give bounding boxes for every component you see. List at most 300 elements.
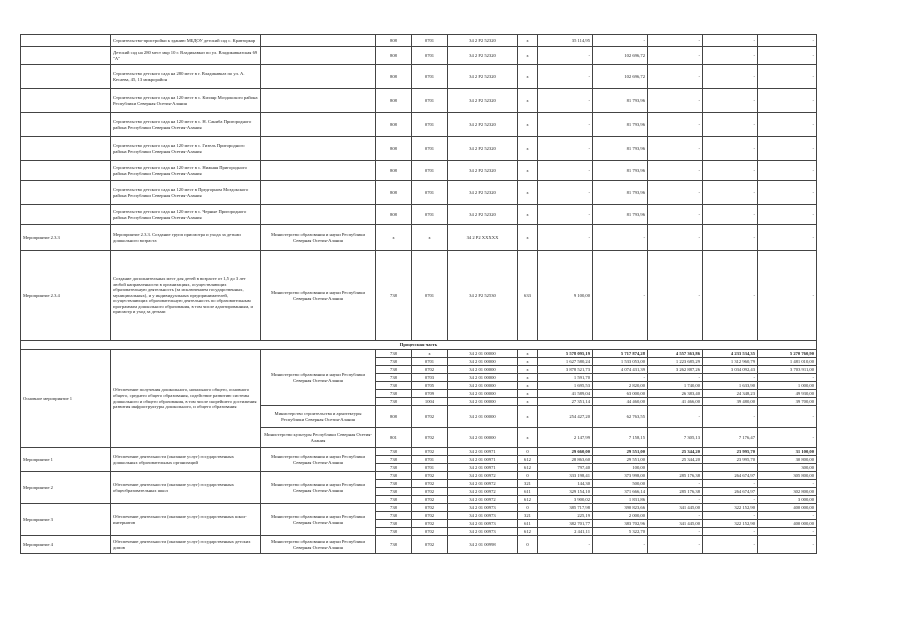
value-2023-cell: - [758,536,817,554]
value-2023-cell: - [758,225,817,251]
value-2019-cell: 9 100,00 [538,251,593,341]
value-2021-cell: 25 344,20 [648,456,703,464]
grbs-cell: 808 [376,89,412,113]
rzpr-cell: 0701 [412,65,448,89]
csr-cell: 34 2 P2 52320 [448,35,518,47]
value-2022-cell: - [703,374,758,382]
rzpr-cell: 0702 [412,472,448,480]
value-2020-cell: - [593,225,648,251]
value-2022-cell: 4 233 534,35 [703,350,758,358]
value-2020-cell: 2 820,00 [593,382,648,390]
value-2019-cell: 385 717,98 [538,504,593,512]
value-2023-cell: 1 481 010,00 [758,358,817,366]
activity-cell: Основное мероприятие 1 [21,350,111,448]
value-2022-cell: 322 152,90 [703,504,758,512]
table-row [21,113,817,137]
value-2023-cell: - [758,137,817,161]
vr-cell: x [518,225,538,251]
vr-cell: x [518,137,538,161]
value-2023-cell: - [758,374,817,382]
grbs-cell: 808 [376,47,412,65]
rzpr-cell: 0701 [412,251,448,341]
table-row [21,205,817,225]
value-2023-cell: 305 800,00 [758,472,817,480]
table-row [21,47,817,65]
value-2020-cell: - [593,35,648,47]
responsible-cell [261,65,376,89]
value-2023-cell: 400 000,00 [758,520,817,528]
grbs-cell: 738 [376,464,412,472]
vr-cell: x [518,358,538,366]
value-2022-cell: - [703,480,758,488]
grbs-cell: 738 [376,536,412,554]
value-2022-cell: 23 995,70 [703,448,758,456]
activity-cell: Мероприятие 2 [21,472,111,504]
activity-name-cell: Строительство детского сада на 280 мест в г. Владикавказ по ул. А. Кесаева, 45, 13 микрорайон [111,65,261,89]
rzpr-cell: 0701 [412,47,448,65]
rzpr-cell: 0702 [412,528,448,536]
value-2021-cell [648,464,703,472]
rzpr-cell: x [412,225,448,251]
activity-cell [21,161,111,181]
csr-cell: 34 2 01 00000 [448,428,518,448]
table-row [21,504,817,512]
rzpr-cell: 0702 [412,488,448,496]
value-2020-cell: 4 074 431,39 [593,366,648,374]
value-2022-cell: - [703,161,758,181]
grbs-cell: 738 [376,366,412,374]
value-2022-cell: 23 995,70 [703,456,758,464]
value-2019-cell: 797,40 [538,464,593,472]
value-2021-cell: - [648,47,703,65]
value-2022-cell: - [703,536,758,554]
vr-cell: x [518,374,538,382]
responsible-cell [261,161,376,181]
value-2020-cell: 1 533 053,00 [593,358,648,366]
value-2020-cell: 102 696,72 [593,65,648,89]
csr-cell: 34 2 01 00000 [448,382,518,390]
activity-cell [21,65,111,89]
value-2020-cell: - [593,374,648,382]
grbs-cell: 738 [376,390,412,398]
csr-cell: 34 2 P2 52320 [448,47,518,65]
vr-cell: x [518,89,538,113]
grbs-cell: 738 [376,382,412,390]
grbs-cell: 738 [376,350,412,358]
value-2019-cell: 1 695,53 [538,382,593,390]
grbs-cell: 808 [376,161,412,181]
value-2021-cell: - [648,251,703,341]
value-2019-cell: 254 427,20 [538,406,593,428]
value-2022-cell: 1 633,90 [703,382,758,390]
grbs-cell: 738 [376,398,412,406]
value-2022-cell: - [703,137,758,161]
activity-name-cell: Обеспечение деятельности (оказание услуг) государственных общеобразовательных школ [111,472,261,504]
value-2023-cell: - [758,113,817,137]
value-2022-cell: - [703,181,758,205]
value-2022-cell: 39 480,00 [703,398,758,406]
value-2021-cell: - [648,205,703,225]
value-2020-cell: 500,00 [593,480,648,488]
table-row [21,251,817,341]
value-2021-cell: - [648,374,703,382]
vr-cell: 612 [518,528,538,536]
value-2022-cell: 264 674,97 [703,488,758,496]
activity-cell [21,47,111,65]
grbs-cell: 808 [376,113,412,137]
csr-cell: 34 2 P2 XXXXX [448,225,518,251]
value-2023-cell: - [758,528,817,536]
value-2023-cell: 3 000,00 [758,496,817,504]
vr-cell: 321 [518,512,538,520]
responsible-cell [261,89,376,113]
responsible-cell [261,205,376,225]
value-2022-cell [703,464,758,472]
grbs-cell: 738 [376,528,412,536]
grbs-cell: 808 [376,65,412,89]
activity-name-cell: Обеспечение деятельности (оказание услуг) государственных дошкольных образовательных организаций [111,448,261,472]
value-2019-cell: - [538,161,593,181]
activity-name-cell: Строительство-пристройки к зданию МБДОУ детский сад с. Кравторкар [111,35,261,47]
activity-name-cell: Обеспечение деятельности (оказание услуг) государственных детских домов [111,536,261,554]
responsible-cell [261,35,376,47]
value-2020-cell: 81 793,96 [593,205,648,225]
rzpr-cell: 0702 [412,428,448,448]
value-2023-cell: - [758,181,817,205]
responsible-cell [261,181,376,205]
value-2022-cell: - [703,47,758,65]
csr-cell: 34 2 01 00973 [448,512,518,520]
activity-name-cell: Строительство детского сада на 120 мест в с. Гизель Пригородного района Республики Северная Осетия-Алания [111,137,261,161]
value-2021-cell: - [648,137,703,161]
vr-cell: x [518,428,538,448]
grbs-cell: 738 [376,472,412,480]
activity-cell: Мероприятие 4 [21,536,111,554]
value-2019-cell: 5 578 095,19 [538,350,593,358]
value-2020-cell: 5 322,70 [593,528,648,536]
value-2020-cell: 100,00 [593,464,648,472]
value-2020-cell: 29 551,00 [593,456,648,464]
rzpr-cell: 0709 [412,390,448,398]
rzpr-cell: 0702 [412,512,448,520]
vr-cell: x [518,113,538,137]
table-row [21,65,817,89]
vr-cell: 612 [518,496,538,504]
value-2019-cell: 35 114,95 [538,35,593,47]
vr-cell: x [518,390,538,398]
activity-cell: Мероприятие 2.3.3 [21,225,111,251]
csr-cell: 34 2 01 00971 [448,448,518,456]
table-row [21,161,817,181]
rzpr-cell: 0702 [412,406,448,428]
value-2019-cell: 1 591,70 [538,374,593,382]
activity-cell [21,35,111,47]
csr-cell: 34 2 01 00972 [448,496,518,504]
csr-cell: 34 2 01 00973 [448,504,518,512]
rzpr-cell: 0701 [412,205,448,225]
responsible-cell: Министерство образования и науки Республики Северная Осетия-Алания [261,350,376,406]
value-2022-cell: 3 034 092,43 [703,366,758,374]
value-2021-cell: 341 445,00 [648,520,703,528]
csr-cell: 34 2 01 00972 [448,480,518,488]
value-2019-cell: - [538,89,593,113]
value-2019-cell: 27 351,14 [538,398,593,406]
activity-name-cell: Мероприятие 2.3.3. Создание групп присмотра и ухода за детьми дошкольного возраста [111,225,261,251]
value-2019-cell: 1 627 580,24 [538,358,593,366]
grbs-cell: 738 [376,456,412,464]
rzpr-cell: 0701 [412,358,448,366]
vr-cell: x [518,382,538,390]
value-2023-cell: 3 703 911,00 [758,366,817,374]
grbs-cell: 738 [376,512,412,520]
value-2021-cell: - [648,113,703,137]
value-2022-cell: - [703,512,758,520]
value-2020-cell: 5 717 874,28 [593,350,648,358]
value-2019-cell: 382 701,77 [538,520,593,528]
value-2019-cell: 2 441,11 [538,528,593,536]
grbs-cell: 808 [376,205,412,225]
vr-cell: 0 [518,472,538,480]
value-2020-cell: 81 793,96 [593,113,648,137]
grbs-cell: 738 [376,374,412,382]
vr-cell: x [518,65,538,89]
value-2023-cell: - [758,47,817,65]
rzpr-cell: 0705 [412,382,448,390]
value-2019-cell: - [538,181,593,205]
csr-cell: 34 2 P2 52320 [448,205,518,225]
value-2020-cell: 7 158,15 [593,428,648,448]
csr-cell: 34 2 01 00000 [448,350,518,358]
value-2021-cell: - [648,35,703,47]
table-row [21,225,817,251]
value-2022-cell: 1 312 960,79 [703,358,758,366]
csr-cell: 34 2 01 00973 [448,528,518,536]
value-2020-cell: - [593,536,648,554]
grbs-cell: 808 [376,137,412,161]
value-2021-cell: - [648,512,703,520]
csr-cell: 34 2 P2 52320 [448,181,518,205]
value-2021-cell: 341 445,00 [648,504,703,512]
rzpr-cell: 0703 [412,374,448,382]
value-2021-cell: 7 305,13 [648,428,703,448]
value-2023-cell: - [758,35,817,47]
grbs-cell: 738 [376,358,412,366]
csr-cell: 34 2 01 00000 [448,366,518,374]
value-2021-cell: - [648,89,703,113]
value-2021-cell: 1 740,00 [648,382,703,390]
value-2019-cell: - [538,536,593,554]
value-2019-cell: 28 863,60 [538,456,593,464]
value-2019-cell: 29 660,00 [538,448,593,456]
csr-cell: 34 2 P2 52530 [448,251,518,341]
grbs-cell: 808 [376,406,412,428]
rzpr-cell: 0702 [412,504,448,512]
value-2023-cell: - [758,251,817,341]
activity-cell [21,89,111,113]
vr-cell: 0 [518,504,538,512]
activity-name-cell: Детский сад на 280 мест мкр 10 г. Владикавказ по ул. Владикавказская 69 "А" [111,47,261,65]
vr-cell: x [518,35,538,47]
rzpr-cell: 0701 [412,113,448,137]
activity-cell [21,113,111,137]
vr-cell: 321 [518,480,538,488]
value-2019-cell: - [538,205,593,225]
value-2020-cell: 371 666,14 [593,488,648,496]
value-2020-cell: 2 000,00 [593,512,648,520]
value-2020-cell: 81 793,96 [593,181,648,205]
vr-cell: x [518,350,538,358]
activity-cell: Мероприятие 2.3.4 [21,251,111,341]
rzpr-cell: 0702 [412,366,448,374]
rzpr-cell: 0701 [412,137,448,161]
rzpr-cell: 1004 [412,398,448,406]
table-row [21,137,817,161]
responsible-cell: Министерство образования и науки Республики Северная Осетия-Алания [261,472,376,504]
value-2022-cell: - [703,65,758,89]
value-2020-cell: 1 831,86 [593,496,648,504]
activity-name-cell: Обеспечение получения дошкольного, начального общего, основного общего, среднего общего образования, содействие развитию системы дошкольного и общего образования, в том числе скорейшего достижения развития инфраструктуры дошкольного, и общего образования [111,350,261,448]
value-2023-cell: 302 800,00 [758,488,817,496]
value-2021-cell: - [648,496,703,504]
vr-cell: 0 [518,448,538,456]
value-2022-cell: 7 176,47 [703,428,758,448]
value-2021-cell: - [648,65,703,89]
csr-cell: 34 2 P2 52320 [448,161,518,181]
value-2023-cell: - [758,65,817,89]
value-2023-cell: - [758,406,817,428]
value-2020-cell: 62 763,55 [593,406,648,428]
activity-name-cell: Строительство детского сада на 120 мест в с. Кизляр Моздокского района Республики Северная Осетия-Алания [111,89,261,113]
value-2022-cell: 322 152,90 [703,520,758,528]
value-2021-cell: 3 262 887,26 [648,366,703,374]
vr-cell: 633 [518,251,538,341]
csr-cell: 34 2 P2 52320 [448,65,518,89]
value-2019-cell: 333 198,41 [538,472,593,480]
budget-table [20,34,817,554]
activity-name-cell: Строительство детского сада на 120 мест в с. Нижняя Пригородного района Республики Северная Осетия-Алания [111,161,261,181]
table-row [21,472,817,480]
value-2023-cell: - [758,512,817,520]
csr-cell: 34 2 01 00971 [448,464,518,472]
responsible-cell: Министерство строительства и архитектуры Республики Северная Осетия-Алания [261,406,376,428]
csr-cell: 34 2 01 00973 [448,520,518,528]
rzpr-cell: 0702 [412,520,448,528]
value-2023-cell: - [758,428,817,448]
rzpr-cell: 0702 [412,448,448,456]
grbs-cell: 801 [376,428,412,448]
grbs-cell: 738 [376,480,412,488]
value-2023-cell: 1 000,00 [758,382,817,390]
value-2023-cell: 400 000,00 [758,504,817,512]
vr-cell: 611 [518,488,538,496]
csr-cell: 34 2 P2 52320 [448,89,518,113]
rzpr-cell: 0701 [412,456,448,464]
activity-cell [21,181,111,205]
table-row [21,35,817,47]
value-2020-cell: 373 998,00 [593,472,648,480]
value-2021-cell: 285 176,38 [648,488,703,496]
grbs-cell: 738 [376,448,412,456]
activity-cell [21,137,111,161]
rzpr-cell: 0701 [412,89,448,113]
value-2022-cell: - [703,406,758,428]
vr-cell: x [518,47,538,65]
value-2019-cell: - [538,225,593,251]
value-2023-cell: 300,00 [758,464,817,472]
csr-cell: 34 2 01 00972 [448,472,518,480]
value-2020-cell: 44 460,00 [593,398,648,406]
vr-cell: x [518,398,538,406]
grbs-cell: 738 [376,520,412,528]
value-2022-cell: 24 348,23 [703,390,758,398]
table-row [21,350,817,358]
vr-cell: 612 [518,456,538,464]
vr-cell: x [518,161,538,181]
rzpr-cell: 0702 [412,480,448,488]
responsible-cell [261,137,376,161]
csr-cell: 34 2 01 00972 [448,488,518,496]
vr-cell: x [518,366,538,374]
value-2019-cell: - [538,113,593,137]
csr-cell: 34 2 P2 52320 [448,137,518,161]
value-2020-cell: - [593,251,648,341]
csr-cell: 34 2 01 00000 [448,390,518,398]
table-row [21,341,817,350]
value-2022-cell: - [703,496,758,504]
value-2020-cell: 81 793,96 [593,89,648,113]
rzpr-cell: x [412,350,448,358]
value-2021-cell: 26 383,40 [648,390,703,398]
responsible-cell: Министерство культуры Республики Северная Осетия-Алания [261,428,376,448]
value-2020-cell: 81 793,96 [593,137,648,161]
value-2022-cell: - [703,35,758,47]
value-2021-cell: 285 176,38 [648,472,703,480]
activity-cell: Мероприятие 3 [21,504,111,536]
value-2021-cell: - [648,406,703,428]
grbs-cell: 738 [376,496,412,504]
grbs-cell: x [376,225,412,251]
value-2021-cell: 1 223 685,29 [648,358,703,366]
value-2021-cell: - [648,536,703,554]
csr-cell: 34 2 01 00000 [448,374,518,382]
value-2023-cell: - [758,89,817,113]
rzpr-cell: 0701 [412,35,448,47]
value-2020-cell: 102 696,72 [593,47,648,65]
csr-cell: 34 2 01 00000 [448,406,518,428]
value-2023-cell: 39 700,00 [758,398,817,406]
value-2019-cell: 225,19 [538,512,593,520]
grbs-cell: 738 [376,251,412,341]
csr-cell: 34 2 01 00000 [448,398,518,406]
vr-cell: 612 [518,464,538,472]
activity-name-cell: Создание дополнительных мест для детей в возрасте от 1,5 до 3 лет любой направленности в организациях, осуществляющих образовательную деятельность (за исключением государственных, муниципальных), и у индивидуальных предпринимателей, осуществляющих образовательную деятельность по образовательным программам дошкольного образования, в том числе адаптированным, и присмотр и уход за детьми [111,251,261,341]
table-row [21,89,817,113]
csr-cell: 34 2 01 00000 [448,358,518,366]
value-2019-cell: 3 878 521,73 [538,366,593,374]
responsible-cell [261,113,376,137]
value-2021-cell: 4 557 363,86 [648,350,703,358]
value-2023-cell: - [758,161,817,181]
rzpr-cell: 0701 [412,464,448,472]
grbs-cell: 738 [376,504,412,512]
value-2022-cell: - [703,89,758,113]
value-2020-cell: 383 702,96 [593,520,648,528]
grbs-cell: 808 [376,181,412,205]
grbs-cell: 738 [376,488,412,496]
vr-cell: x [518,205,538,225]
activity-name-cell: Строительство детского сада на 120 мест в с. Н. Саниба Пригородного района Республики Северная Осетия-Алания [111,113,261,137]
responsible-cell: Министерство образования и науки Республики Северная Осетия-Алания [261,448,376,472]
